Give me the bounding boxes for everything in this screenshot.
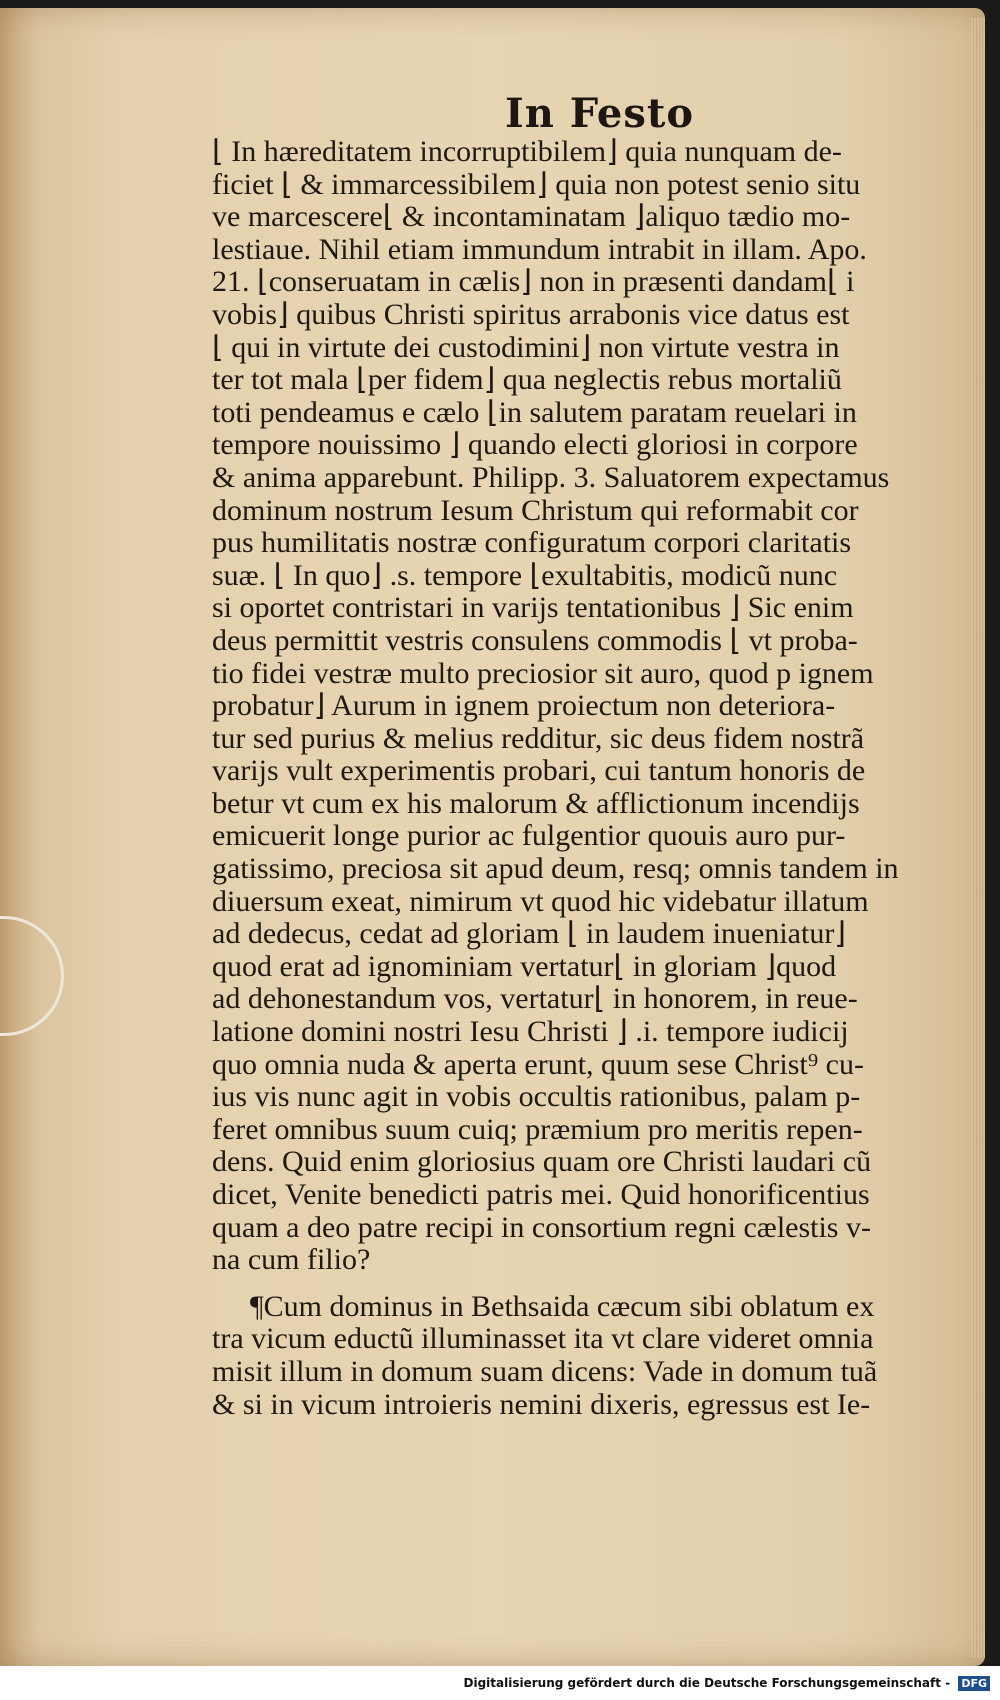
body-text [212, 136, 942, 1421]
text-line: ficiet ⌊ & immarcessibilem⌋ quia non potest senio situ [212, 167, 861, 201]
text-line: varijs vult experimentis probari, cui tantum honoris de [212, 754, 866, 788]
paragraph-1 [212, 136, 942, 1277]
text-line: ad dedecus, cedat ad gloriam ⌊ in laudem inueniatur⌋ [212, 917, 847, 951]
text-line: emicuerit longe purior ac fulgentior quouis auro pur- [212, 819, 846, 853]
text-line: ius vis nunc agit in vobis occultis rationibus, palam p- [212, 1080, 861, 1114]
text-line: betur vt cum ex his malorum & afflictionum incendijs [212, 786, 860, 820]
text-line: lestiaue. Nihil etiam immundum intrabit in illam. Apo. [212, 232, 867, 266]
running-head: In Festo [505, 90, 695, 137]
credit-text: Digitalisierung gefördert durch die Deutsche Forschungsgemeinschaft - [463, 1676, 951, 1690]
text-line: quod erat ad ignominiam vertatur⌊ in gloriam ⌋quod [212, 949, 837, 983]
text-line: ¶Cum dominus in Bethsaida cæcum sibi oblatum ex [250, 1289, 875, 1323]
text-line: probatur⌋ Aurum in ignem proiectum non deteriora- [212, 689, 836, 723]
text-line: diuersum exeat, nimirum vt quod hic videbatur illatum [212, 884, 869, 918]
text-line: quam a deo patre recipi in consortium regni cælestis v- [212, 1210, 871, 1244]
page-clip [0, 916, 64, 1036]
text-line: dicet, Venite benedicti patris mei. Quid honorificentius [212, 1178, 870, 1211]
funding-credit [464, 1676, 990, 1691]
text-line: ⌊ qui in virtute dei custodimini⌋ non virtute vestra in [212, 330, 840, 364]
page-edge [971, 18, 985, 1658]
text-line: tur sed purius & melius redditur, sic deus fidem nostrã [212, 721, 865, 755]
dfg-logo: DFG [958, 1676, 990, 1691]
text-line: na cum filio? [212, 1243, 371, 1277]
text-line: tempore nouissimo ⌋ quando electi gloriosi in corpore [212, 428, 858, 462]
text-line: quo omnia nuda & aperta erunt, quum sese Christ⁹ cu- [212, 1047, 864, 1081]
book-page [0, 8, 985, 1666]
text-line: gatissimo, preciosa sit apud deum, resq; omnis tandem in [212, 852, 899, 886]
text-line: tio fidei vestræ multo preciosior sit auro, quod p ignem [212, 656, 874, 690]
text-line: misit illum in domum suam dicens: Vade in domum tuã [212, 1354, 878, 1388]
text-line: vobis⌋ quibus Christi spiritus arrabonis vice datus est [212, 297, 850, 331]
text-line: ter tot mala ⌊per fidem⌋ qua neglectis rebus mortaliũ [212, 363, 842, 397]
text-line: 21. ⌊conseruatam in cælis⌋ non in præsenti dandam⌊ i [212, 265, 855, 299]
text-line: ad dehonestandum vos, vertatur⌊ in honorem, in reue- [212, 982, 858, 1016]
text-line: dominum nostrum Iesum Christum qui reformabit cor [212, 493, 859, 527]
text-line: tra vicum eductũ illuminasset ita vt clare videret omnia [212, 1322, 874, 1356]
paragraph-2 [212, 1291, 942, 1421]
text-line: & anima apparebunt. Philipp. 3. Saluatorem expectamus [212, 460, 890, 494]
text-line: ⌊ In hæreditatem incorruptibilem⌋ quia nunquam de- [212, 135, 842, 168]
text-line: ve marcescere⌊ & incontaminatam ⌋aliquo tædio mo- [212, 200, 851, 234]
text-line: latione domini nostri Iesu Christi ⌋ .i. tempore iudicij [212, 1015, 849, 1049]
footer-bar [0, 1666, 1000, 1700]
text-line: feret omnibus suum cuiq; præmium pro meritis repen- [212, 1112, 863, 1146]
text-line: deus permittit vestris consulens commodis ⌊ vt proba- [212, 623, 858, 657]
text-line: si oportet contristari in varijs tentationibus ⌋ Sic enim [212, 591, 854, 625]
text-line: dens. Quid enim gloriosius quam ore Christi laudari cũ [212, 1145, 872, 1179]
text-line: & si in vicum introieris nemini dixeris, egressus est Ie- [212, 1387, 871, 1421]
text-line: toti pendeamus e cælo ⌊in salutem paratam reuelari in [212, 395, 857, 429]
text-line: suæ. ⌊ In quo⌋ .s. tempore ⌊exultabitis, modicũ nunc [212, 558, 838, 592]
text-line: pus humilitatis nostræ configuratum corpori claritatis [212, 526, 852, 560]
